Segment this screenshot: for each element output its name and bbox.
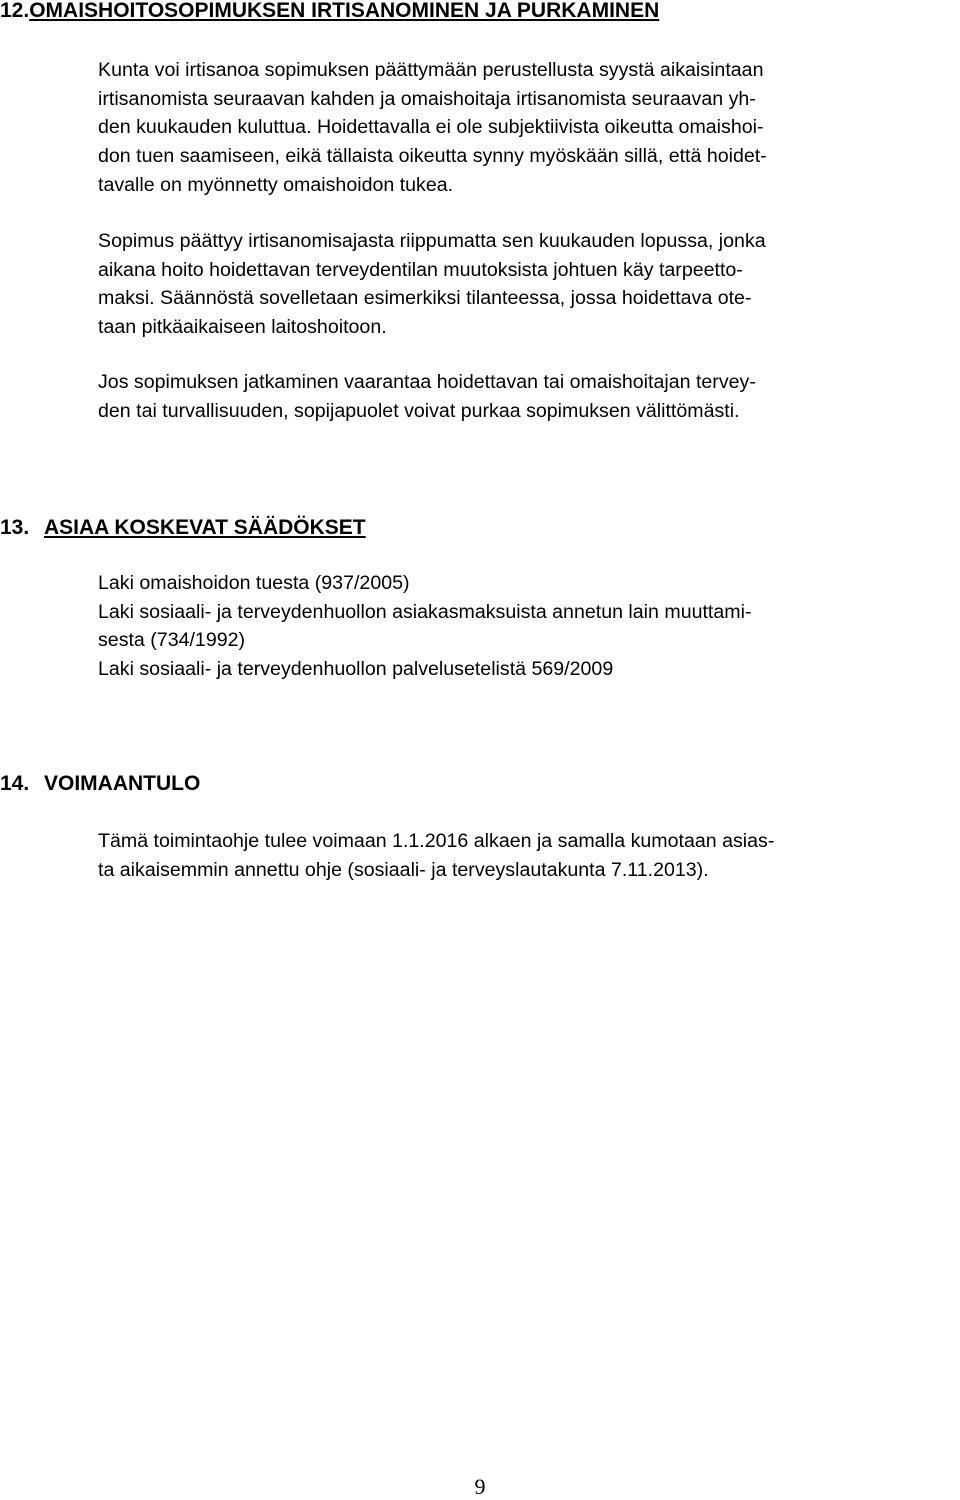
section-13-statutes: Laki omaishoidon tuesta (937/2005) Laki sosiaali- ja terveydenhuollon asiakasmaksuista annetun lain muuttami- sesta (734/1992) Laki sosiaali- ja terveydenhuollon palvelusetelistä 569/2009 (98, 572, 752, 681)
section-14-heading (0, 771, 200, 797)
section-number: 12. (0, 0, 30, 22)
section-13-heading (0, 515, 366, 541)
section-12-heading (0, 0, 659, 24)
section-12-paragraph-1: Kunta voi irtisanoa sopimuksen päättymään perustellusta syystä aikaisintaan irtisanomista seuraavan kahden ja omaishoitaja irtisanomista seuraavan yh- den kuukauden kuluttua. Hoidettavalla ei ole subjektiivista oikeutta omaishoi- don tuen saamiseen, eikä tällaista oikeutta synny myöskään sillä, että hoidet- tavalle on myönnetty omaishoidon tukea. (98, 59, 767, 196)
section-number: 13. (0, 516, 30, 539)
section-12-paragraph-3: Jos sopimuksen jatkaminen vaarantaa hoidettavan tai omaishoitajan tervey- den tai turvallisuuden, sopijapuolet voivat purkaa sopimuksen välittömästi. (98, 371, 756, 422)
page-number: 9 (474, 1474, 486, 1499)
section-title: VOIMAANTULO (44, 772, 201, 795)
section-14-paragraph: Tämä toimintaohje tulee voimaan 1.1.2016 alkaen ja samalla kumotaan asias- ta aikaisemmin annettu ohje (sosiaali- ja terveyslautakunta 7.11.2013). (98, 830, 775, 881)
section-12-paragraph-2: Sopimus päättyy irtisanomisajasta riippumatta sen kuukauden lopussa, jonka aikana hoito hoidettavan terveydentilan muutoksista johtuen käy tarpeetto- maksi. Säännöstä sovelletaan esimerkiksi tilanteessa, jossa hoidettava ote- taan pitkäaikaiseen laitoshoitoon. (98, 230, 766, 339)
section-title: ASIAA KOSKEVAT SÄÄDÖKSET (44, 516, 366, 539)
section-title: OMAISHOITOSOPIMUKSEN IRTISANOMINEN JA PURKAMINEN (29, 0, 660, 22)
section-number: 14. (0, 772, 30, 795)
